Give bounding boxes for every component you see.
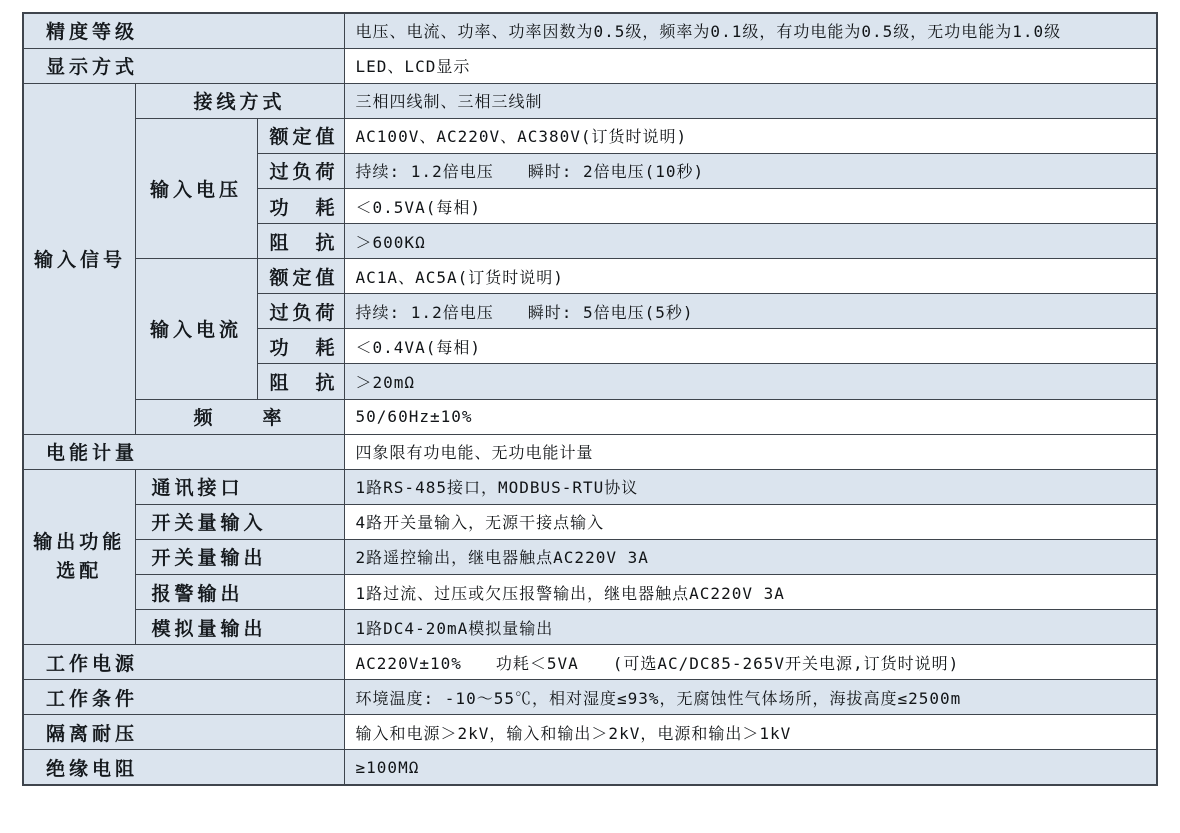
value-current-impedance: ＞20mΩ — [344, 364, 1157, 399]
value-voltage-rated: AC100V、AC220V、AC380V(订货时说明) — [344, 118, 1157, 153]
value-voltage-consumption: ＜0.5VA(每相) — [344, 188, 1157, 223]
label-input-current: 输入电流 — [135, 259, 257, 399]
value-digital-input: 4路开关量输入，无源干接点输入 — [344, 504, 1157, 539]
label-input-voltage: 输入电压 — [135, 118, 257, 258]
value-digital-output: 2路遥控输出，继电器触点AC220V 3A — [344, 539, 1157, 574]
label-voltage-impedance: 阻 抗 — [257, 224, 344, 259]
label-voltage-rated: 额定值 — [257, 118, 344, 153]
value-wiring-mode: 三相四线制、三相三线制 — [344, 83, 1157, 118]
table-row — [23, 645, 1157, 680]
value-alarm-output: 1路过流、过压或欠压报警输出，继电器触点AC220V 3A — [344, 575, 1157, 610]
table-row — [23, 680, 1157, 715]
label-current-overload: 过负荷 — [257, 294, 344, 329]
label-input-signal: 输入信号 — [23, 83, 135, 434]
value-energy-metering: 四象限有功电能、无功电能计量 — [344, 434, 1157, 469]
value-frequency: 50/60Hz±10% — [344, 399, 1157, 434]
label-working-conditions: 工作条件 — [23, 680, 344, 715]
label-current-rated: 额定值 — [257, 259, 344, 294]
spec-table — [22, 12, 1158, 786]
value-accuracy-class: 电压、电流、功率、功率因数为0.5级，频率为0.1级，有功电能为0.5级，无功电能为1.0级 — [344, 13, 1157, 48]
value-display-mode: LED、LCD显示 — [344, 48, 1157, 83]
label-digital-input: 开关量输入 — [135, 504, 344, 539]
value-power-supply: AC220V±10% 功耗＜5VA (可选AC/DC85-265V开关电源,订货时说明) — [344, 645, 1157, 680]
value-current-overload: 持续: 1.2倍电压 瞬时: 5倍电压(5秒) — [344, 294, 1157, 329]
label-frequency: 频 率 — [135, 399, 344, 434]
value-working-conditions: 环境温度: -10～55℃，相对湿度≤93%，无腐蚀性气体场所，海拔高度≤2500m — [344, 680, 1157, 715]
label-insulation-resistance: 绝缘电阻 — [23, 750, 344, 785]
value-voltage-overload: 持续: 1.2倍电压 瞬时: 2倍电压(10秒) — [344, 153, 1157, 188]
value-voltage-impedance: ＞600KΩ — [344, 224, 1157, 259]
table-row — [23, 13, 1157, 48]
value-current-consumption: ＜0.4VA(每相) — [344, 329, 1157, 364]
label-power-supply: 工作电源 — [23, 645, 344, 680]
label-output-functions — [23, 469, 135, 644]
label-digital-output: 开关量输出 — [135, 539, 344, 574]
spec-sheet — [22, 12, 1158, 786]
table-row — [23, 575, 1157, 610]
label-current-impedance: 阻 抗 — [257, 364, 344, 399]
table-row — [23, 118, 1157, 153]
table-row — [23, 399, 1157, 434]
label-output-functions-line2: 选配 — [56, 559, 103, 582]
table-row — [23, 715, 1157, 750]
label-analog-output: 模拟量输出 — [135, 610, 344, 645]
table-row — [23, 610, 1157, 645]
value-comm-interface: 1路RS-485接口，MODBUS-RTU协议 — [344, 469, 1157, 504]
label-output-functions-line1: 输出功能 — [33, 530, 126, 553]
table-row — [23, 48, 1157, 83]
label-isolation-voltage: 隔离耐压 — [23, 715, 344, 750]
value-isolation-voltage: 输入和电源＞2kV，输入和输出＞2kV，电源和输出＞1kV — [344, 715, 1157, 750]
label-current-consumption: 功 耗 — [257, 329, 344, 364]
table-row — [23, 83, 1157, 118]
table-row — [23, 539, 1157, 574]
label-voltage-consumption: 功 耗 — [257, 188, 344, 223]
label-display-mode: 显示方式 — [23, 48, 344, 83]
table-row — [23, 434, 1157, 469]
value-analog-output: 1路DC4-20mA模拟量输出 — [344, 610, 1157, 645]
label-wiring-mode: 接线方式 — [135, 83, 344, 118]
table-row — [23, 469, 1157, 504]
value-insulation-resistance: ≥100MΩ — [344, 750, 1157, 785]
label-voltage-overload: 过负荷 — [257, 153, 344, 188]
label-comm-interface: 通讯接口 — [135, 469, 344, 504]
table-row — [23, 504, 1157, 539]
label-energy-metering: 电能计量 — [23, 434, 344, 469]
table-row — [23, 259, 1157, 294]
value-current-rated: AC1A、AC5A(订货时说明) — [344, 259, 1157, 294]
table-row — [23, 750, 1157, 785]
label-accuracy-class: 精度等级 — [23, 13, 344, 48]
label-alarm-output: 报警输出 — [135, 575, 344, 610]
